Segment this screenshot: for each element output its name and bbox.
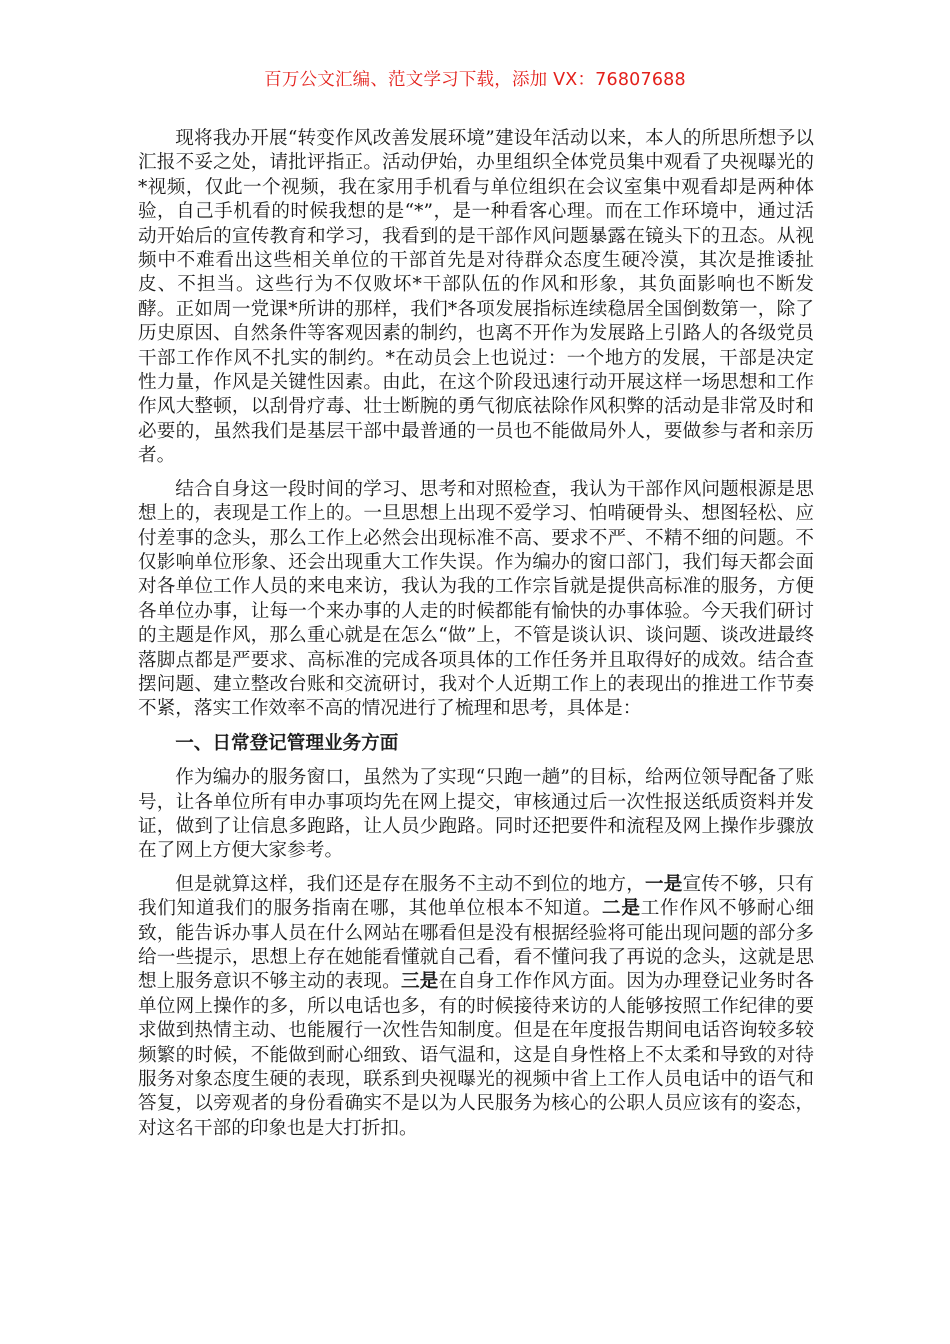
problems-intro: 但是就算这样，我们还是存在服务不主动不到位的地方，: [175, 873, 645, 895]
point2-text: 工作作风不够耐心细致，能告诉办事人员在什么网站在哪看但是没有根据经验将可能出现问题的部分多给一些提示，思想上存在她能看懂就自己看，看不懂问我了再说的念头，这就是思想上服务意识不够主动的表现。: [138, 898, 815, 993]
paragraph-intro: 现将我办开展“转变作风改善发展环境”建设年活动以来，本人的所思所想予以汇报不妥之处，请批评指正。活动伊始，办里组织全体党员集中观看了央视曝光的*视频，仅此一个视频，我在家用手机看与单位组织在会议室集中观看却是两种体验，自己手机看的时候我想的是“*”，是一种看客心理。而在工作环境中，通过活动开始后的宣传教育和学习，我看到的是干部作风问题暴露在镜头下的丑态。从视频中不难看出这些相关单位的干部首先是对待群众态度生硬冷漠，其次是推诿扯皮、不担当。这些行为不仅败坏*干部队伍的作风和形象，其负面影响也不断发酵。正如周一党课*所讲的那样，我们*各项发展指标连续稳居全国倒数第一，除了历史原因、自然条件等客观因素的制约，也离不开作为发展路上引路人的各级党员干部工作作风不扎实的制约。*在动员会上也说过：一个地方的发展，干部是决定性力量，作风是关键性因素。由此，在这个阶段迅速行动开展这样一场思想和工作作风大整顿，以刮骨疗毒、壮士断腕的勇气彻底祛除作风积弊的活动是非常及时和必要的，虽然我们是基层干部中最普通的一员也不能做局外人，要做参与者和亲历者。: [138, 128, 814, 467]
watermark-header: 百万公文汇编、范文学习下载，添加 VX：76807688: [264, 70, 686, 90]
section-heading: 一、日常登记管理业务方面: [175, 732, 399, 754]
point3-label: 三是: [400, 971, 439, 993]
point3-text: 在自身工作作风方面。因为办理登记业务时各单位网上操作的多，所以电话也多，有的时候接待来访的人能够按照工作纪律的要求做到热情主动、也能履行一次性告知制度。但是在年度报告期间电话咨询较多较频繁的时候，不能做到耐心细致、语气温和，这是自身性格上不太柔和导致的对待服务对象态度生硬的表现，联系到央视曝光的视频中省上工作人员电话中的语气和答复，以旁观者的身份看确实不是以为人民服务为核心的公职人员应该有的姿态，对这名干部的印象也是大打折扣。: [138, 971, 814, 1139]
point2-label: 二是: [602, 898, 641, 920]
paragraph-problems: [138, 873, 814, 1141]
point1-text: 宣传不够，只有我们知道我们的服务指南在哪，其他单位根本不知道。: [138, 873, 814, 920]
paragraph-self-reflection: 结合自身这一段时间的学习、思考和对照检查，我认为干部作风问题根源是思想上的，表现是工作上的。一旦思想上出现不爱学习、怕啃硬骨头、想图轻松、应付差事的念头，那么工作上必然会出现标准不高、要求不严、不精不细的问题。不仅影响单位形象、还会出现重大工作失误。作为编办的窗口部门，我们每天都会面对各单位工作人员的来电来访，我认为我的工作宗旨就是提供高标准的服务，方便各单位办事，让每一个来办事的人走的时候都能有愉快的办事体验。今天我们研讨的主题是作风，那么重心就是在怎么“做”上，不管是谈认识、谈问题、谈改进最终落脚点都是严要求、高标准的完成各项具体的工作任务并且取得好的成效。结合查摆问题、建立整改台账和交流研讨，我对个人近期工作上的表现出的推进工作节奏不紧，落实工作效率不高的情况进行了梳理和思考，具体是：: [138, 478, 814, 720]
document-body: [138, 127, 814, 1141]
point1-label: 一是: [645, 873, 683, 895]
paragraph-service-window: 作为编办的服务窗口，虽然为了实现“只跑一趟”的目标，给两位领导配备了账号，让各单位所有申办事项均先在网上提交，审核通过后一次性报送纸质资料并发证，做到了让信息多跑路，让人员少跑路。同时还把要件和流程及网上操作步骤放在了网上方便大家参考。: [138, 767, 814, 862]
